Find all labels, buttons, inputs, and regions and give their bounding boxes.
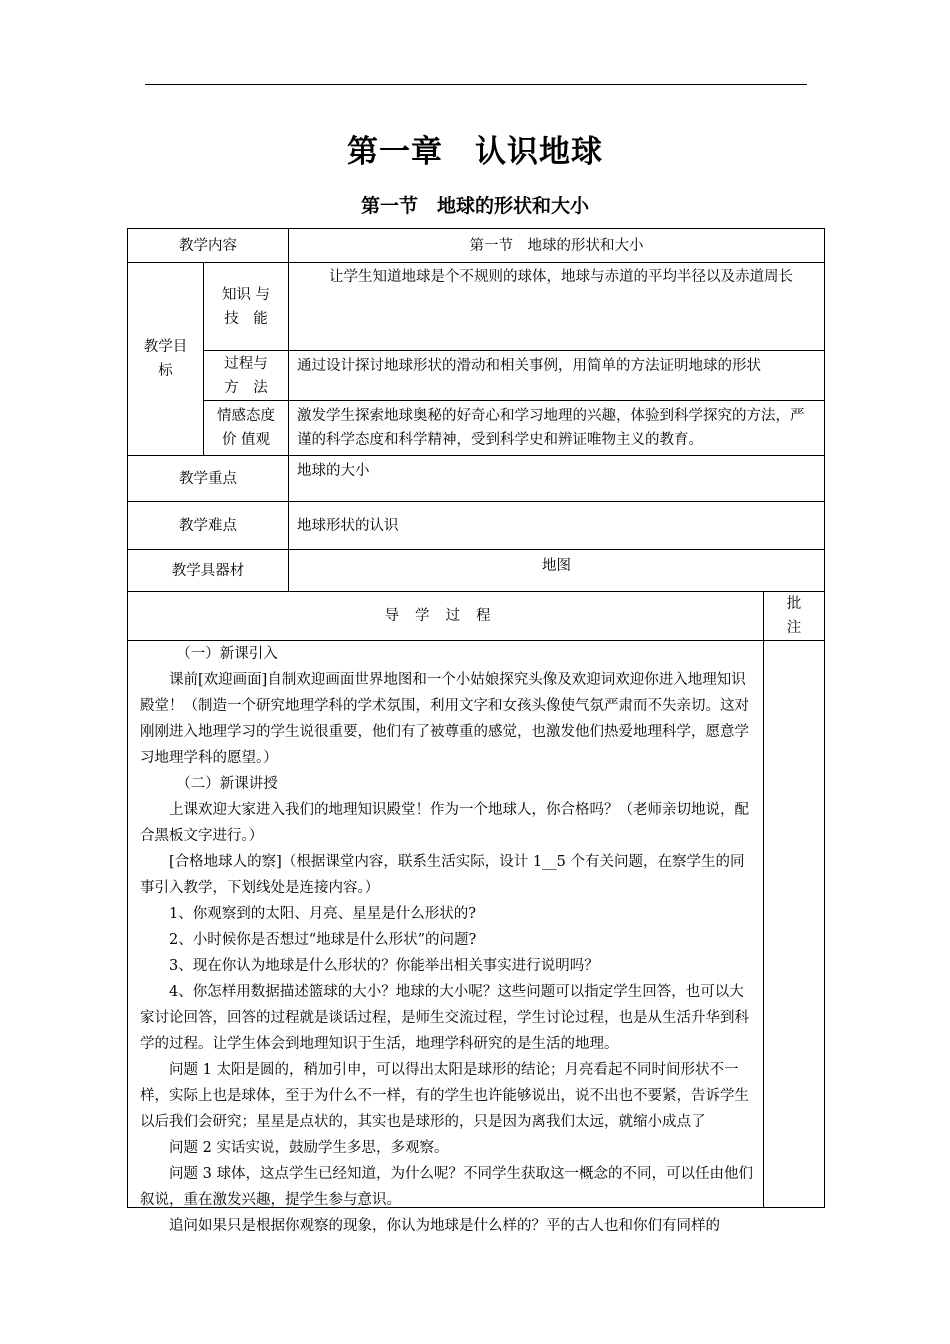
- paragraph: 课前[欢迎画面]自制欢迎画面世界地图和一个小姑娘探究头像及欢迎词欢迎你进入地理知识殿堂！（制造一个研究地理学科的学术氛围，利用文字和女孩头像使气氛严肃而不失亲切。这对刚刚进入地理学习的学生说很重要，他们有了被尊重的感觉，也激发他们热爱地理科学，愿意学习地理学科的愿望。）: [140, 672, 749, 766]
- process-label: 过程与 方 法: [204, 351, 289, 401]
- knowledge-value: 让学生知道地球是个不规则的球体，地球与赤道的平均半径以及赤道周长: [289, 263, 825, 351]
- difficulty-label: 教学难点: [128, 502, 289, 550]
- table-row: [128, 456, 825, 502]
- section-heading: （二）新课讲授: [176, 776, 278, 792]
- question-2: 2、小时候你是否想过“地球是什么形状”的问题?: [169, 932, 477, 948]
- process-header: 导学过程: [128, 592, 764, 641]
- difficulty-value: 地球形状的认识: [289, 502, 825, 550]
- table-row: [128, 401, 825, 456]
- section-title: 第一节 地球的形状和大小: [360, 195, 589, 217]
- knowledge-label: 知识 与 技 能: [204, 263, 289, 351]
- content-label: 教学内容: [128, 229, 289, 263]
- section-heading: （一）新课引入: [176, 646, 278, 662]
- paragraph: [合格地球人的察]（根据课堂内容，联系生活实际，设计 1__5 个有关问题，在察学生的同事引入教学，下划线处是连接内容。）: [140, 854, 745, 896]
- content-value: 第一节 地球的形状和大小: [289, 229, 825, 263]
- chapter-title: 第一章 认识地球: [347, 134, 603, 170]
- focus-label: 教学重点: [128, 456, 289, 502]
- tools-label: 教学具器材: [128, 550, 289, 592]
- notes-cell: [764, 641, 825, 1208]
- answer-2: 问题 2 实话实说，鼓励学生多思，多观察。: [169, 1140, 449, 1156]
- answer-4: 追问如果只是根据你观察的现象，你认为地球是什么样的？平的古人也和你们有同样的: [169, 1218, 720, 1234]
- emotion-value: 激发学生探索地球奥秘的好奇心和学习地理的兴趣，体验到科学探究的方法，严谨的科学态度和科学精神，受到科学史和辨证唯物主义的教育。: [289, 401, 825, 456]
- question-3: 3、现在你认为地球是什么形状的？你能举出相关事实进行说明吗？: [169, 958, 599, 974]
- paragraph: 上课欢迎大家进入我们的地理知识殿堂！作为一个地球人，你合格吗？（老师亲切地说，配合黑板文字进行。）: [140, 802, 749, 844]
- focus-value: 地球的大小: [289, 456, 825, 502]
- table-row: [128, 641, 825, 1208]
- table-row: [128, 550, 825, 592]
- lesson-plan-table: [127, 228, 825, 1234]
- header-rule: [145, 84, 807, 85]
- goals-label: 教学目标: [128, 263, 204, 456]
- tools-value: 地图: [289, 550, 825, 592]
- question-4: 4、你怎样用数据描述篮球的大小？地球的大小呢？这些问题可以指定学生回答，也可以大家讨论回答，回答的过程就是谈话过程，是师生交流过程，学生讨论过程，也是从生活升华到科学的过程。让学生体会到地理知识于生活，地理学科研究的是生活的地理。: [140, 984, 749, 1052]
- emotion-label: 情感态度 价 值观: [204, 401, 289, 456]
- table-row: [128, 502, 825, 550]
- table-row: [128, 351, 825, 401]
- question-1: 1、你观察到的太阳、月亮、星星是什么形状的?: [169, 906, 476, 922]
- process-value: 通过设计探讨地球形状的滑动和相关事例，用简单的方法证明地球的形状: [289, 351, 825, 401]
- table-row: [128, 263, 825, 351]
- answer-1: 问题 1 太阳是圆的，稍加引申，可以得出太阳是球形的结论；月亮看起不同时间形状不一样，实际上也是球体，至于为什么不一样，有的学生也许能够说出，说不出也不要紧，告诉学生以后我们会研究；星星是点状的，其实也是球形的，只是因为离我们太远，就缩小成点了: [140, 1062, 749, 1130]
- table-row: [128, 592, 825, 641]
- table-row: [128, 229, 825, 263]
- process-body: [128, 641, 764, 1234]
- answer-3: 问题 3 球体，这点学生已经知道，为什么呢？不同学生获取这一概念的不同，可以任由他们叙说，重在激发兴趣，提学生参与意识。: [140, 1166, 753, 1208]
- notes-header: 批注: [764, 592, 825, 641]
